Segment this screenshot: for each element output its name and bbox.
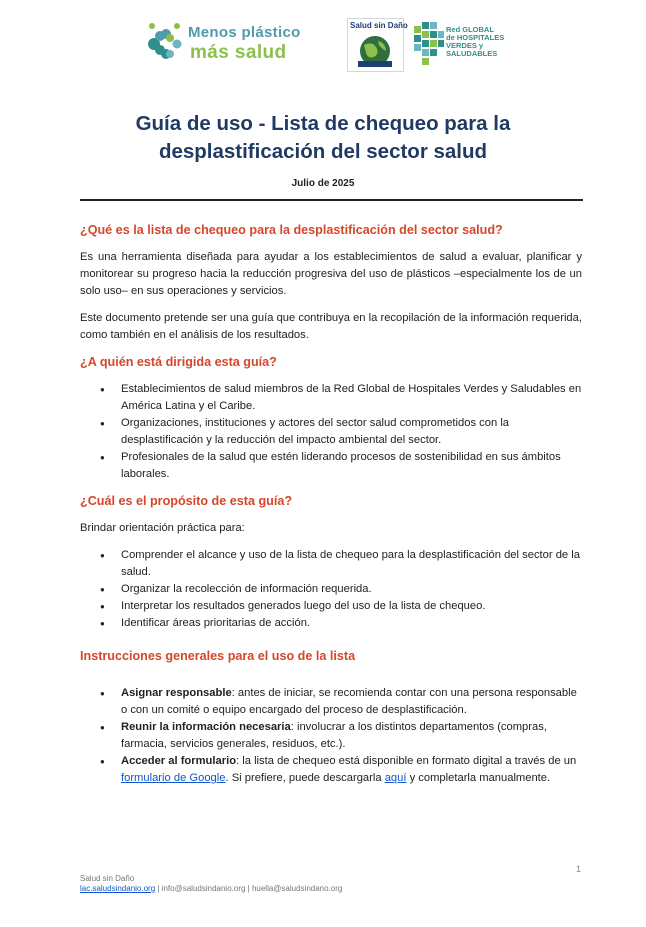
paragraph-purpose-doc: Este documento pretende ser una guía que contribuya en la recopilación de la información requerida, como también en el análisis de los resultados.: [80, 312, 582, 341]
footer-emails: | info@saludsindanio.org | huella@saludsindano.org: [155, 884, 343, 893]
list-item: [80, 753, 582, 787]
logo3-line1: Red GLOBAL: [446, 25, 494, 34]
hospital-grid-icon: [413, 20, 445, 68]
logo1-line1: Menos plástico: [188, 24, 301, 41]
list-item: ● Interpretar los resultados generados luego del uso de la lista de chequeo.: [80, 598, 582, 615]
molecule-right-icon: [146, 20, 176, 60]
instruction-text: . Si prefiere, puede descargarla: [225, 772, 385, 784]
instructions-list: [80, 685, 582, 787]
list-item: [80, 719, 582, 753]
purpose-list: [80, 547, 582, 632]
logo3-line2: de HOSPITALES: [446, 33, 505, 42]
list-item: ● Organizar la recolección de información requerida.: [80, 581, 582, 598]
list-item: ● Establecimientos de salud miembros de la Red Global de Hospitales Verdes y Saludables en América Latina y el Caribe.: [80, 381, 582, 415]
page-title: Guía de uso - Lista de chequeo para la desplastificación del sector salud: [135, 112, 511, 163]
section-heading-que-es: ¿Qué es la lista de chequeo para la desplastificación del sector salud?: [80, 223, 503, 237]
logo-salud-sin-dano: [347, 18, 408, 72]
logo3-line4: SALUDABLES: [446, 49, 498, 58]
instruction-text: : la lista de chequeo está disponible en formato digital a través de un: [236, 755, 577, 767]
header-logos: [0, 18, 646, 74]
footer-contacts: [80, 884, 342, 894]
title-divider: [80, 199, 583, 201]
section-heading-instrucciones: Instrucciones generales para el uso de la lista: [80, 649, 356, 663]
logo1-line2: más salud: [190, 42, 287, 63]
globe-icon: [354, 33, 396, 69]
logo3-text: [446, 26, 504, 58]
paragraph-definition: Es una herramienta diseñada para ayudar a los establecimientos de salud a evaluar, planificar y monitorear su progreso hacia la reducción progresiva del uso de plásticos –especialmente los de un solo uso– en sus operaciones y servicios.: [80, 251, 582, 297]
instruction-text: : involucrar a los distintos departamentos (compras, farmacia, servicios generales, residuos, etc.).: [121, 721, 547, 750]
audience-list: [80, 381, 582, 483]
section-heading-a-quien: ¿A quién está dirigida esta guía?: [80, 355, 277, 369]
logo3-line3: VERDES y: [446, 41, 484, 50]
logo-red-global-hospitales: [413, 20, 523, 70]
list-item: ● Comprender el alcance y uso de la lista de chequeo para la desplastificación del sector de la salud.: [80, 547, 582, 581]
footer: [80, 874, 342, 894]
instruction-bold: Asignar responsable: [121, 687, 232, 699]
instruction-bold: Acceder al formulario: [121, 755, 237, 767]
footer-website-link[interactable]: lac.saludsindanio.org: [80, 884, 156, 893]
footer-org: Salud sin Daño: [80, 874, 135, 883]
instruction-bold: Reunir la información necesaria: [121, 721, 291, 733]
document-body: [80, 222, 582, 787]
logo-menos-plastico: [146, 20, 336, 70]
list-item: ● Organizaciones, instituciones y actores del sector salud comprometidos con la desplastificación y la reducción del impacto ambiental del sector.: [80, 415, 582, 449]
google-form-link[interactable]: formulario de Google: [121, 772, 226, 784]
section-heading-proposito: ¿Cuál es el propósito de esta guía?: [80, 494, 293, 508]
instruction-text: y completarla manualmente.: [406, 772, 551, 784]
list-item: ● Profesionales de la salud que estén liderando procesos de sostenibilidad en sus ámbitos laborales.: [80, 449, 582, 483]
document-date: Julio de 2025: [291, 178, 355, 189]
paragraph-intro-purpose: Brindar orientación práctica para:: [80, 522, 245, 534]
page-number: 1: [576, 864, 582, 874]
download-link[interactable]: aquí: [384, 772, 407, 784]
list-item: ● Identificar áreas prioritarias de acción.: [80, 615, 582, 632]
logo2-text: Salud sin Daño: [350, 21, 408, 30]
instruction-text: : antes de iniciar, se recomienda contar con una persona responsable o con un comité o equipo encargado del proceso de desplastificación.: [121, 687, 577, 716]
list-item: [80, 685, 582, 719]
